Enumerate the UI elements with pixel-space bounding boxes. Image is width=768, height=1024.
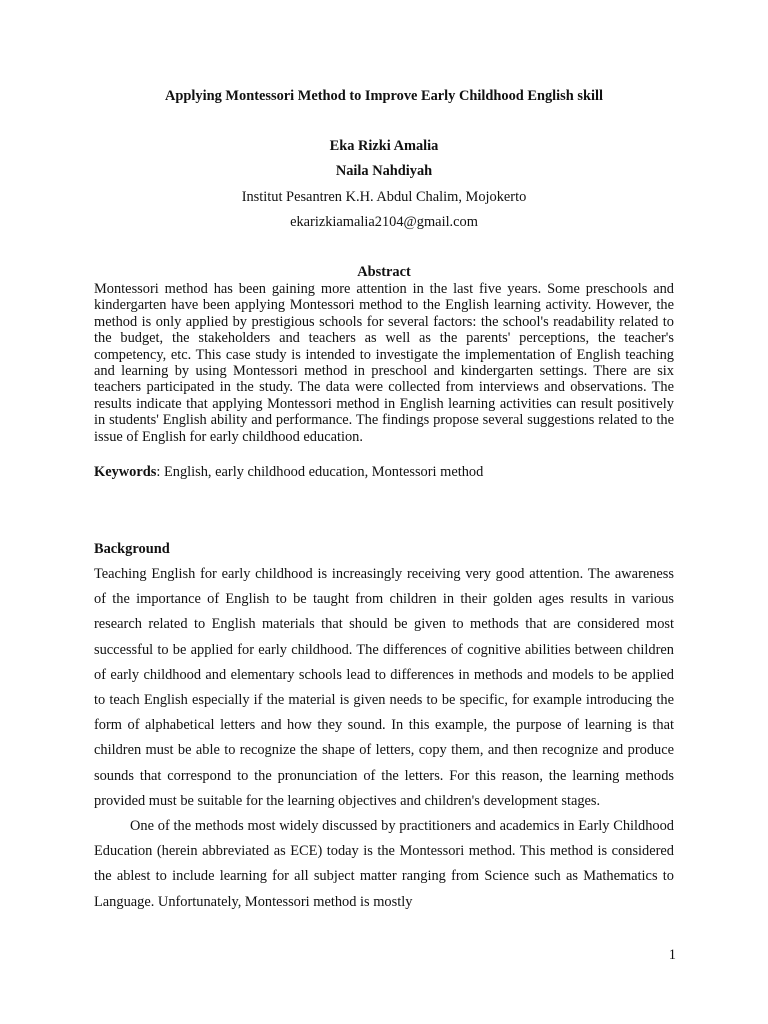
keywords-label: Keywords [94,464,157,480]
page-number: 1 [668,947,676,963]
paper-title: Applying Montessori Method to Improve Early Childhood English skill [165,88,603,104]
keywords-text: : English, early childhood education, Montessori method [156,464,484,480]
section-body [94,562,674,915]
affiliation: Institut Pesantren K.H. Abdul Chalim, Mojokerto [241,189,527,205]
keywords-line [94,464,674,480]
author-email: ekarizkiamalia2104@gmail.com [290,214,478,230]
body-paragraph: One of the methods most widely discussed by practitioners and academics in Early Childhood Education (herein abbreviated as ECE) today is the Montessori method. This method is considered the ablest to include learning for all subject matter ranging from Science such as Mathematics to Language. Unfortunately, Montessori method is mostly [94,818,674,910]
section-heading-background: Background [94,541,170,557]
author-name: Naila Nahdiyah [335,163,433,179]
abstract-heading: Abstract [357,264,411,280]
author-name: Eka Rizki Amalia [329,138,439,154]
abstract-text: Montessori method has been gaining more attention in the last five years. Some preschools and kindergarten have been applying Montessori method to the English learning activity. However, the method is only applied by prestigious schools for several factors: the school's readability related to the budget, the stakeholders and teachers as well as the parents' perceptions, the teacher's competency, etc. This case study is intended to investigate the implementation of English teaching and learning by using Montessori method in preschool and kindergarten settings. There are six teachers participated in the study. The data were collected from interviews and observations. The results indicate that applying Montessori method in English learning activities can result positively in students' English ability and performance. The findings propose several suggestions related to the issue of English for early childhood education. [94,281,674,445]
body-paragraph: Teaching English for early childhood is increasingly receiving very good attention. The awareness of the importance of English to be taught from children in their golden ages results in various research related to English materials that should be given to methods that are considered most successful to be applied for early childhood. The differences of cognitive abilities between children of early childhood and elementary schools lead to differences in methods and models to be applied to teach English especially if the material is given needs to be specific, for example introducing the form of alphabetical letters and how they sound. In this example, the purpose of learning is that children must be able to recognize the shape of letters, copy them, and then recognize and produce sounds that correspond to the pronunciation of the letters. For this reason, the learning methods provided must be suitable for the learning objectives and children's development stages. [94,566,674,809]
